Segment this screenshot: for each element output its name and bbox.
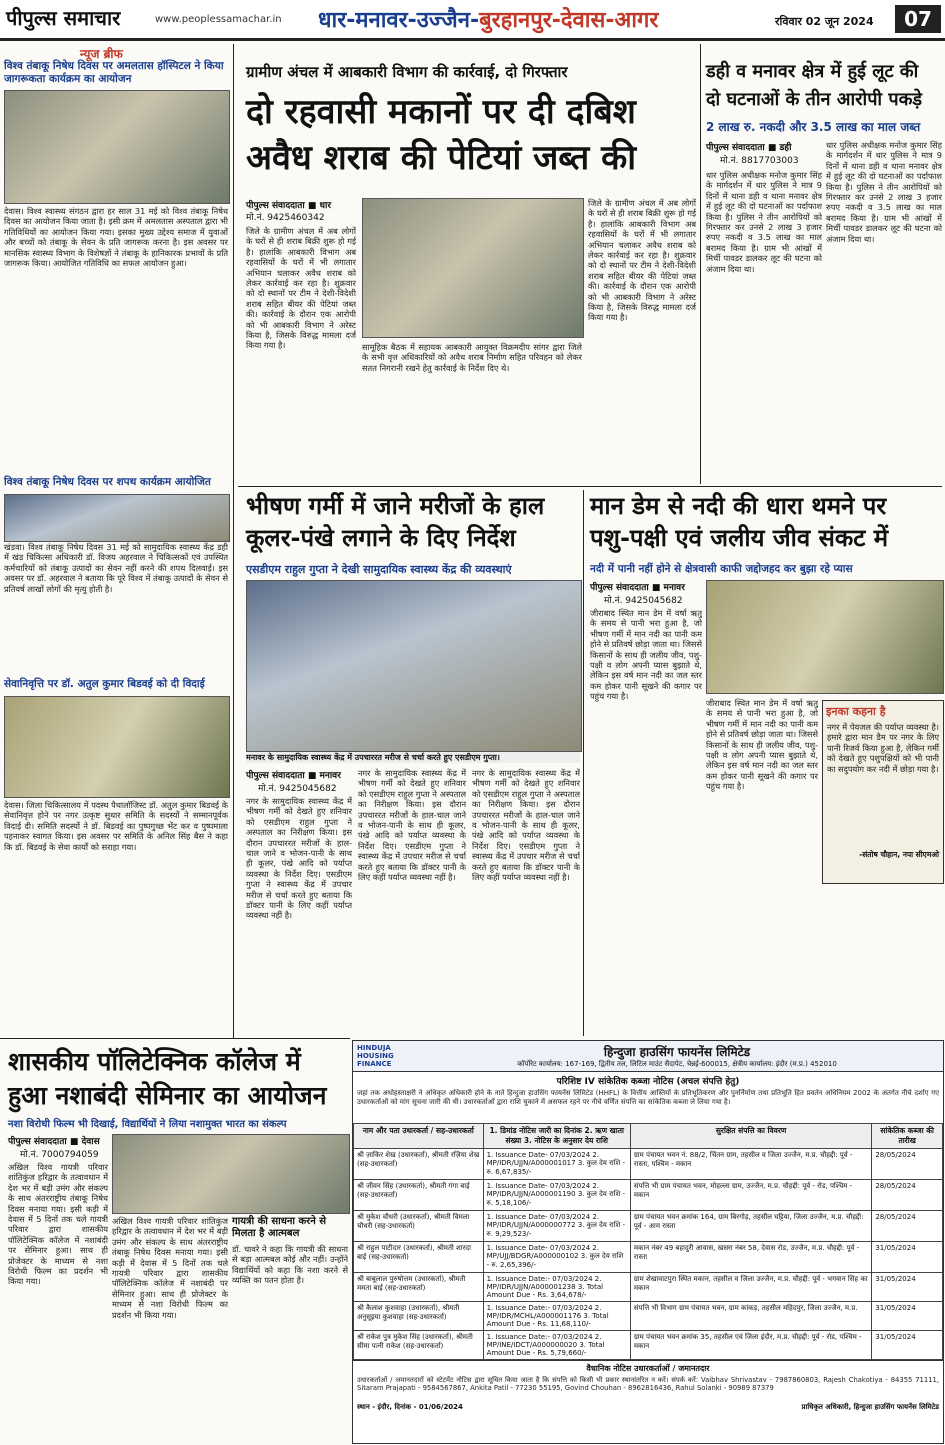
notice-col-borrower: नाम और पता उधारकर्ता / सह-उधारकर्ता bbox=[354, 1124, 484, 1149]
story4-photo bbox=[706, 580, 944, 694]
story1-phone: मो.नं. 9425460342 bbox=[246, 213, 325, 223]
story1-caption: सामूहिक बैठक में सहायक आबकारी आयुक्त विक्रमदीप सांगर द्वारा जिले के सभी वृत्त अधिकारियों को अवैध शराब निर्माण सहित परिवहन को लेकर सतत निगरानी रखने हेतु कार्रवाई के निर्देश दिए थे। bbox=[362, 342, 582, 373]
story2-headline-1: डही व मनावर क्षेत्र में हुई लूट की bbox=[706, 61, 919, 82]
story5-subhead: नशा विरोधी फिल्म भी दिखाई, विद्यार्थियों ने लिया नशामुक्त भारत का संकल्प bbox=[8, 1119, 287, 1130]
row-borrower: श्री राहुल पाटीदार (उधारकर्ता), श्रीमती शारदा बाई (सह-उधारकर्ता) bbox=[354, 1242, 484, 1273]
row-property: मकान नंबर 49 बहादुरी आवास, खसरा नंबर 58, देवास रोड, उज्जैन, म.प्र. चौहद्दी: पूर्व - रास्ता bbox=[630, 1242, 871, 1273]
row-borrower: श्री जीवन सिंह (उधारकर्ता), श्रीमती गंगा बाई (सह-उधारकर्ता) bbox=[354, 1180, 484, 1211]
row-loan: 1. Issuance Date- 07/03/2024 2. MP/UJJ/BDGR/A000000102 3. कुल देय राशि - रु. 2,65,396/- bbox=[483, 1242, 630, 1273]
table-row bbox=[354, 1211, 943, 1242]
notice-footer-title: वैधानिक नोटिस उधारकर्ताओं / जमानतदार bbox=[353, 1360, 943, 1376]
brief-1-title: विश्व तंबाकू निषेध दिवस पर अमलतास हॉस्पिटल ने किया जागरूकता कार्यक्रम का आयोजन bbox=[4, 60, 224, 85]
story3-phone: मो.नं. 9425045682 bbox=[258, 784, 337, 794]
table-row bbox=[354, 1180, 943, 1211]
brief-2-body: खंडवा। विश्व तंबाकू निषेध दिवस 31 मई को सामुदायिक स्वास्थ्य केंद्र डही में खंड चिकित्सा अधिकारी डॉ. विजय अहरवाल ने चिकित्सकों एवं उपस्थित कर्मचारियों को तंबाकू उत्पादों का सेवन नहीं करने की शपथ दिलवाई। इस अवसर पर डॉ. अहरवाल ने बताया कि पूरे विश्व में तंबाकू उत्पादों के सेवन से प्रतिवर्ष लाखों लोगों की मृत्यु होती है। bbox=[4, 542, 228, 594]
row-property: संपत्ति भी ग्राम पंचायत भवन, मोहल्ला ग्राम, उज्जैन, म.प्र. चौहद्दी: पूर्व - रोड, पश्चिम - मकान bbox=[630, 1180, 871, 1211]
section-rule bbox=[0, 1038, 350, 1039]
story1-byline: पीपुल्स संवाददाता ■ धार bbox=[246, 201, 332, 211]
notice-brand: HINDUJA HOUSING FINANCE bbox=[357, 1044, 394, 1068]
notice-col-date: सांकेतिक कब्जा की तारीख bbox=[872, 1124, 943, 1149]
section-rule bbox=[238, 486, 942, 487]
table-row bbox=[354, 1331, 943, 1360]
story2-body: धार पुलिस अधीक्षक मनोज कुमार सिंह के मार्गदर्शन में धार पुलिस ने मात्र 9 दिनों में थाना डही व थाना मनावर क्षेत्र में हुई लूट की दो घटनाओं का पर्दाफाश किया है। पुलिस ने तीन आरोपियों को गिरफ्तार कर उनसे 2 लाख 3 हजार रुपए नकदी व 3.5 लाख का माल बरामद किया है। ग्राम भी आंखों में मिर्ची पावडर डालकर लूट की घटना को अंजाम दिया था। bbox=[706, 170, 822, 274]
story1-body-cont: जिले के ग्रामीण अंचल में अब लोगों के घरों से ही शराब बिक्री शुरू हो गई है। हालांकि आबकारी विभाग अब रहवासियों के घरों में भी लगातार अभियान चलाकर अवैध शराब को लेकर कार्रवाई कर रहा है। शुक्रवार को दो स्थानों पर टीम ने देशी-विदेशी शराब सहित बीयर की पेटियां जब्त की। कार्रवाई के दौरान एक आरोपी को भी आबकारी विभाग ने अरेस्ट किया है, जिसके विरुद्ध मामला दर्ज किया गया है। bbox=[588, 198, 696, 323]
story3-headline-1: भीषण गर्मी में जाने मरीजों के हाल bbox=[246, 492, 545, 520]
story3-subhead: एसडीएम राहुल गुप्ता ने देखी सामुदायिक स्वास्थ्य केंद्र की व्यवस्थाएं bbox=[246, 563, 512, 576]
row-date: 31/05/2024 bbox=[872, 1273, 943, 1302]
quote-box bbox=[822, 700, 944, 884]
notice-title: परिशिष्ट IV सांकेतिक कब्जा नोटिस (अचल संपत्ति हेतु) bbox=[556, 1077, 740, 1087]
story2-phone: मो.नं. 8817703003 bbox=[720, 156, 799, 166]
row-loan: 1. Issuance Date:- 07/03/2024 2. MP/INE/IDCT/A000000020 3. Total Amount Due - Rs. 5,79,660/- bbox=[483, 1331, 630, 1360]
edition-title-red: बुरहानपुर-देवास-आगर bbox=[479, 8, 659, 33]
brief-3-body: देवास। जिला चिकित्सालय में पदस्थ पैथालॉजिस्ट डॉ. अतुल कुमार बिडवई के सेवानिवृत्त होने पर नगर उत्कृष्ट सुधार समिति के सदस्यों ने सम्मानपूर्वक विदाई दी। समिति सदस्यों ने डॉ. बिडवई का पुष्पगुच्छ भेंट कर व पुष्पमाला पहनाकर स्वागत किया। इस अवसर पर समिति के अनिल सिंह बैस ने कहा कि डॉ. बिडवई के सेवा कार्यों को सराहा गया। bbox=[4, 800, 228, 852]
row-loan: 1. Issuance Date- 07/03/2024 2. MP/IDR/UJJN/A000000772 3. कुल देय राशि - रु. 9,29,523/- bbox=[483, 1211, 630, 1242]
brief-3-photo bbox=[4, 696, 230, 798]
row-loan: 1. Issuance Date:- 07/03/2024 2. MP/IDR/MCHL/A000001176 3. Total Amount Due - Rs. 11,68,110/- bbox=[483, 1302, 630, 1331]
row-borrower: श्री राकेश पुत्र मुकेश सिंह (उधारकर्ता), श्रीमती सीमा पत्नी राकेश (सह-उधारकर्ता) bbox=[354, 1331, 484, 1360]
story5-photo bbox=[112, 1134, 350, 1214]
story2-headline-2: दो घटनाओं के तीन आरोपी पकड़े bbox=[706, 89, 923, 110]
notice-sign-row bbox=[353, 1402, 943, 1413]
story3-byline: पीपुल्स संवाददाता ■ मनावर bbox=[246, 771, 341, 781]
story1-kicker: ग्रामीण अंचल में आबकारी विभाग की कार्रवाई, दो गिरफ्तार bbox=[246, 63, 568, 81]
story2-byline: पीपुल्स संवाददाता ■ डही bbox=[706, 143, 792, 153]
story3-body-cont-2: नगर के सामुदायिक स्वास्थ्य केंद्र में भीषण गर्मी को देखते हुए शनिवार को एसडीएम राहुल गुप्ता ने अस्पताल का निरीक्षण किया। इस दौरान उपचाररत मरीजों के हाल-चाल जाने व भोजन-पानी के साथ ही कूलर, पंखे आदि को पर्याप्त व्यवस्था के निर्देश दिए। एसडीएम गुप्ता ने स्वास्थ्य केंद्र में उपचार मरीज से चर्चा करते हुए बताया कि डॉक्टर पानी के लिए कहीं पर्याप्त व्यवस्था नहीं है। bbox=[472, 768, 580, 883]
row-loan: 1. Issuance Date- 07/03/2024 2. MP/IDR/UJJN/A000001017 3. कुल देय राशि - रु. 6,67,835/- bbox=[483, 1149, 630, 1180]
story5-byline: पीपुल्स संवाददाता ■ देवास bbox=[8, 1137, 100, 1147]
quote-box-signature: -संतोष चौहान, नपा सीएमओ bbox=[859, 850, 939, 859]
quote-box-title: इनका कहना है bbox=[826, 705, 886, 718]
notice-signatory: प्राधिकृत अधिकारी, हिन्दुजा हाउसिंग फायनेंस लिमिटेड bbox=[801, 1403, 939, 1411]
notice-footer: उधारकर्ताओं / जमानतदारों को स्टेटमेंट नोटिस द्वारा सूचित किया जाता है कि संपत्ति को किसी भी प्रकार स्थानांतरित न करें। संपर्क करें: Vaibhav Shrivastav - 7987860803, Rajesh Chakotiya - 84355 71111, Sitaram Prajapati - 9584567867, Ankita Patil - 77230 55195, Govind Chouhan - 8962816436, Rahul Solanki - 90989 87379 bbox=[357, 1376, 939, 1393]
notice-company: हिन्दुजा हाउसिंग फायनेंस लिमिटेड bbox=[603, 1045, 751, 1059]
edition-title-blue: धार-मनावर-उज्जैन- bbox=[318, 8, 480, 33]
story1-photo bbox=[362, 198, 584, 338]
issue-date: रविवार 02 जून 2024 bbox=[775, 15, 874, 28]
notice-intro: जहां तक अधोहस्ताक्षरी ने अधिकृत अधिकारी होने के नाते हिन्दुजा हाउसिंग फायनेंस लिमिटेड (HHFL) के वित्तीय आस्तियों के प्रतिभूतिकरण और पुनर्निर्माण तथा प्रतिभूति हित प्रवर्तन अधिनियम 2002 के अंतर्गत नीचे दर्शाए गए उधारकर्ताओं को मांग सूचना जारी की थी। उधारकर्ताओं द्वारा राशि चुकाने में असफल रहने पर नीचे वर्णित संपत्ति का सांकेतिक कब्जा ले लिया गया है। bbox=[357, 1089, 939, 1106]
story4-subhead: नदी में पानी नहीं होने से क्षेत्रवासी काफी जद्दोजहद कर बुझा रहे प्यास bbox=[590, 563, 853, 575]
column-rule bbox=[583, 490, 584, 1036]
table-row bbox=[354, 1273, 943, 1302]
story5-body: अखिल विश्व गायत्री परिवार शांतिकुंज हरिद्वार के तत्वावधान में देश भर में बड़ी उमंग और संकल्प के साथ अंतरराष्ट्रीय तंबाकू निषेध दिवस मनाया गया। इसी कड़ी में देवास में 5 दिनों तक चले गायत्री परिवार द्वारा शासकीय पॉलिटेक्निक कॉलेज में नशाबंदी पर सेमिनार हुआ। साथ ही प्रोजेक्टर के माध्यम से नशा विरोधी फिल्म का प्रदर्शन भी किया गया। bbox=[8, 1162, 108, 1287]
story3-body: नगर के सामुदायिक स्वास्थ्य केंद्र में भीषण गर्मी को देखते हुए शनिवार को एसडीएम राहुल गुप्ता ने अस्पताल का निरीक्षण किया। इस दौरान उपचाररत मरीजों के हाल-चाल जाने व भोजन-पानी के साथ ही कूलर, पंखे आदि को पर्याप्त व्यवस्था के निर्देश दिए। एसडीएम गुप्ता ने स्वास्थ्य केंद्र में उपचार मरीज से चर्चा करते हुए बताया कि डॉक्टर पानी के लिए कहीं पर्याप्त व्यवस्था नहीं है। bbox=[246, 796, 352, 921]
story3-body-cont: नगर के सामुदायिक स्वास्थ्य केंद्र में भीषण गर्मी को देखते हुए शनिवार को एसडीएम राहुल गुप्ता ने अस्पताल का निरीक्षण किया। इस दौरान उपचाररत मरीजों के हाल-चाल जाने व भोजन-पानी के साथ ही कूलर, पंखे आदि को पर्याप्त व्यवस्था के निर्देश दिए। एसडीएम गुप्ता ने स्वास्थ्य केंद्र में उपचार मरीज से चर्चा करते हुए बताया कि डॉक्टर पानी के लिए कहीं पर्याप्त व्यवस्था नहीं है। bbox=[358, 768, 466, 883]
row-borrower: श्री मुकेश चौधरी (उधारकर्ता), श्रीमती विमला चौधरी (सह-उधारकर्ता) bbox=[354, 1211, 484, 1242]
row-property: ग्राम पंचायत भवन क्रमांक 164, ग्राम बिरगोड़, तहसील घट्टिया, जिला उज्जैन, म.प्र. चौहद्दी: पूर्व - आम रास्ता bbox=[630, 1211, 871, 1242]
brief-1-photo bbox=[4, 90, 230, 204]
row-borrower: श्री कैलाश कुशवाहा (उधारकर्ता), श्रीमती अनुसूइया कुशवाहा (सह-उधारकर्ता) bbox=[354, 1302, 484, 1331]
row-date: 28/05/2024 bbox=[872, 1180, 943, 1211]
brief-1-body: देवास। विश्व स्वास्थ्य संगठन द्वारा हर साल 31 मई को विश्व तंबाकू निषेध दिवस का आयोजन किया जाता है। इसी क्रम में अमलतास अस्पताल द्वारा भी गतिविधियों का आयोजन किया गया। इसका मुख्य उद्देश्य समाज में युवाओं और बच्चों को तंबाकू के सेवन के प्रति जागरूक करना है। इस अवसर पर मानसिक स्वास्थ्य विभाग के विशेषज्ञों ने तंबाकू के हानिकारक प्रभावों के प्रति जागरूक किया। आयोजित गतिविधि का सफल आयोजन हुआ। bbox=[4, 206, 228, 269]
story5-body-cont: अखिल विश्व गायत्री परिवार शांतिकुंज हरिद्वार के तत्वावधान में देश भर में बड़ी उमंग और संकल्प के साथ अंतरराष्ट्रीय तंबाकू निषेध दिवस मनाया गया। इसी कड़ी में देवास में 5 दिनों तक चले गायत्री परिवार द्वारा शासकीय पॉलिटेक्निक कॉलेज में नशाबंदी पर सेमिनार हुआ। साथ ही प्रोजेक्टर के माध्यम से नशा विरोधी फिल्म का प्रदर्शन भी किया गया। bbox=[112, 1216, 228, 1320]
newspaper-logo: पीपुल्स समाचार bbox=[6, 6, 121, 30]
brief-2-photo bbox=[4, 494, 230, 542]
story3-headline-2: कूलर-पंखे लगाने के दिए निर्देश bbox=[246, 524, 516, 552]
row-property: ग्राम पंचायत भवन नं. 88/2, चिंतन ग्राम, तहसील व जिला उज्जैन, म.प्र. चौहद्दी: पूर्व - रास्ता, पश्चिम - मकान bbox=[630, 1149, 871, 1180]
row-date: 31/05/2024 bbox=[872, 1242, 943, 1273]
story4-body: जीराबाद स्थित मान डेम में वर्षा ऋतु के समय से पानी भरा हुआ है, जो भीषण गर्मी में मान नदी का पानी कम होने से प्रतिवर्ष छोड़ा जाता था। जिससे किसानों के साथ ही जलीय जीव, पशु-पक्षी व लोग अपनी प्यास बुझाते थे, लेकिन इस वर्ष मान नदी का जल स्तर कम होकर पानी सूखने की कगार पर पहुंच गया है। bbox=[590, 608, 702, 702]
column-rule bbox=[233, 44, 234, 1039]
table-row bbox=[354, 1302, 943, 1331]
row-date: 31/05/2024 bbox=[872, 1331, 943, 1360]
edition-title bbox=[318, 4, 658, 34]
brief-2-title: विश्व तंबाकू निषेध दिवस पर शपथ कार्यक्रम आयोजित bbox=[4, 476, 211, 488]
notice-table bbox=[353, 1123, 943, 1360]
notice-header bbox=[353, 1041, 943, 1072]
row-borrower: श्री बाबूलाल पुरुषोत्तम (उधारकर्ता), श्रीमती ममता बाई (सह-उधारकर्ता) bbox=[354, 1273, 484, 1302]
brief-label: न्यूज ब्रीफ bbox=[80, 47, 123, 61]
notice-address: कॉर्पोरेट कार्यालय: 167-169, द्वितीय तल, लिटिल माउंट सैदापेट, चेन्नई-600015, क्षेत्रीय कार्यालय: इंदौर (म.प्र.) 452010 bbox=[517, 1060, 837, 1068]
notice-place-date: स्थान - इंदौर, दिनांक - 01/06/2024 bbox=[357, 1403, 463, 1411]
row-loan: 1. Issuance Date:- 07/03/2024 2. MP/IDR/UJJN/A000001238 3. Total Amount Due - Rs. 3,64,678/- bbox=[483, 1273, 630, 1302]
story4-byline: पीपुल्स संवाददाता ■ मनावर bbox=[590, 583, 685, 593]
row-loan: 1. Issuance Date- 07/03/2024 2. MP/IDR/UJJN/A000001190 3. कुल देय राशि - रु. 5,18,106/- bbox=[483, 1180, 630, 1211]
row-date: 28/05/2024 bbox=[872, 1211, 943, 1242]
story5-body-2: डॉ. चावरे ने कहा कि गायत्री की साधना से बड़ा आत्मबल कोई और नहीं। उन्होंने विद्यार्थियों को कहा कि नशा करने से व्यक्ति का पतन होता है। bbox=[232, 1244, 348, 1286]
story5-phone: मो.नं. 7000794059 bbox=[20, 1150, 99, 1160]
story3-photo bbox=[246, 580, 582, 752]
story5-subhead-2: गायत्री की साधना करने से मिलता है आत्मबल bbox=[232, 1216, 327, 1239]
table-row bbox=[354, 1242, 943, 1273]
masthead bbox=[0, 0, 945, 41]
row-borrower: श्री ज़ाकिर शेख (उधारकर्ता), श्रीमती रज़िया शेख (सह-उधारकर्ता) bbox=[354, 1149, 484, 1180]
story4-phone: मो.नं. 9425045682 bbox=[604, 596, 683, 606]
row-property: ग्राम पंचायत भवन क्रमांक 35, तहसील एवं जिला इंदौर, म.प्र. चौहद्दी: पूर्व - रोड, पश्चिम - मकान bbox=[630, 1331, 871, 1360]
story5-headline-1: शासकीय पॉलिटेक्निक कॉलेज में bbox=[8, 1047, 301, 1076]
row-property: ग्राम शेखावाटपुरा स्थित मकान, तहसील व जिला उज्जैन, म.प्र. चौहद्दी: पूर्व - भगवान सिंह का मकान bbox=[630, 1273, 871, 1302]
row-date: 28/05/2024 bbox=[872, 1149, 943, 1180]
website-url[interactable]: www.peoplessamachar.in bbox=[155, 14, 282, 25]
story4-headline-1: मान डेम से नदी की धारा थमने पर bbox=[590, 492, 887, 520]
story5-headline-2: हुआ नशाबंदी सेमिनार का आयोजन bbox=[8, 1081, 327, 1110]
brief-3-title: सेवानिवृत्ति पर डॉ. अतुल कुमार बिडवई को दी विदाई bbox=[4, 678, 205, 690]
story2-subhead: 2 लाख रु. नकदी और 3.5 लाख का माल जब्त bbox=[706, 120, 921, 134]
quote-box-body: नगर में पेयजल की पर्याप्त व्यवस्था है। हमारे द्वारा मान डैम पर नगर के लिए पानी रिजर्व किया हुआ है, लेकिन गर्मी को देखते हुए पशुपक्षियों को भी पानी का सदुपयोग कर नदी में छोड़ा गया है। bbox=[827, 722, 939, 774]
page-number: 07 bbox=[895, 5, 941, 33]
story1-headline-1: दो रहवासी मकानों पर दी दबिश bbox=[246, 92, 636, 132]
notice-col-property: सुरक्षित संपत्ति का विवरण bbox=[630, 1124, 871, 1149]
story2-body-cont: धार पुलिस अधीक्षक मनोज कुमार सिंह के मार्गदर्शन में धार पुलिस ने मात्र 9 दिनों में थाना डही व थाना मनावर क्षेत्र में हुई लूट की दो घटनाओं का पर्दाफाश किया है। पुलिस ने तीन आरोपियों को गिरफ्तार कर उनसे 2 लाख 3 हजार रुपए नकदी व 3.5 लाख का माल बरामद किया है। ग्राम भी आंखों में मिर्ची पावडर डालकर लूट की घटना को अंजाम दिया था। bbox=[826, 140, 942, 244]
legal-notice bbox=[352, 1040, 944, 1444]
column-rule bbox=[700, 44, 701, 484]
story1-body: जिले के ग्रामीण अंचल में अब लोगों के घरों से ही शराब बिक्री शुरू हो गई है। हालांकि आबकारी विभाग अब रहवासियों के घरों में भी लगातार अभियान चलाकर अवैध शराब को लेकर कार्रवाई कर रहा है। शुक्रवार को दो स्थानों पर टीम ने देशी-विदेशी शराब सहित बीयर की पेटियां जब्त की। कार्रवाई के दौरान एक आरोपी को भी आबकारी विभाग ने अरेस्ट किया है, जिसके विरुद्ध मामला दर्ज किया गया है। bbox=[246, 226, 356, 351]
row-date: 31/05/2024 bbox=[872, 1302, 943, 1331]
story4-headline-2: पशु-पक्षी एवं जलीय जीव संकट में bbox=[590, 524, 889, 552]
story4-body-cont: जीराबाद स्थित मान डेम में वर्षा ऋतु के समय से पानी भरा हुआ है, जो भीषण गर्मी में मान नदी का पानी कम होने से प्रतिवर्ष छोड़ा जाता था। जिससे किसानों के साथ ही जलीय जीव, पशु-पक्षी व लोग अपनी प्यास बुझाते थे, लेकिन इस वर्ष मान नदी का जल स्तर कम होकर पानी सूखने की कगार पर पहुंच गया है। bbox=[706, 698, 818, 792]
story1-headline-2: अवैध शराब की पेटियां जब्त की bbox=[246, 138, 637, 178]
notice-col-loan: 1. डिमांड नोटिस जारी का दिनांक 2. ऋण खाता संख्या 3. नोटिस के अनुसार देय राशि bbox=[483, 1124, 630, 1149]
row-property: संपत्ति भी विभाग ग्राम पंचायत भवन, ग्राम कांकड़, तहसील महिदपुर, जिला उज्जैन, म.प्र. bbox=[630, 1302, 871, 1331]
story3-caption: मनावर के सामुदायिक स्वास्थ्य केंद्र में उपचाररत मरीज से चर्चा करते हुए एसडीएम गुप्ता। bbox=[246, 752, 580, 763]
table-row bbox=[354, 1149, 943, 1180]
